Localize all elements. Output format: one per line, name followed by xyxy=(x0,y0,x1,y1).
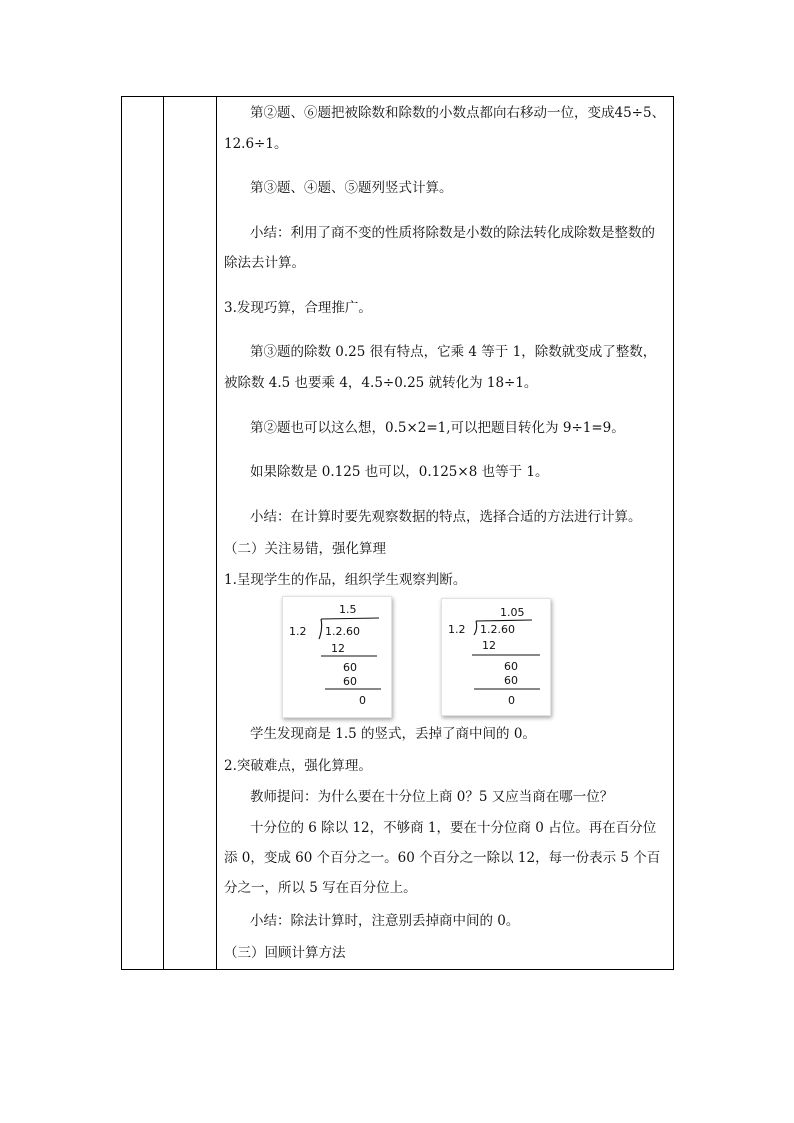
paragraph: 分之一，所以 5 写在百分位上。 xyxy=(224,880,417,896)
paragraph: 添 0，变成 60 个百分之一。60 个百分之一除以 12，每一份表示 5 个百 xyxy=(224,850,661,866)
summary: 小结：在计算时要先观察数据的特点，选择合适的方法进行计算。 xyxy=(250,509,642,525)
step-text: 12 xyxy=(331,642,345,655)
quotient-text: 1.5 xyxy=(339,603,357,616)
student-work-image-right xyxy=(441,598,551,716)
paragraph: 第②题、⑥题把被除数和除数的小数点都向右移动一位，变成45÷5、 xyxy=(250,105,666,121)
paragraph: 第②题也可以这么想，0.5×2=1,可以把题目转化为 9÷1=9。 xyxy=(250,420,625,436)
teacher-question: 教师提问：为什么要在十分位上商 0？5 又应当商在哪一位？ xyxy=(250,789,614,805)
remainder-text: 0 xyxy=(508,694,515,707)
column-divider-1 xyxy=(163,97,164,969)
summary: 小结：除法计算时，注意别丢掉商中间的 0。 xyxy=(250,913,520,929)
section-heading: 1.呈现学生的作品，组织学生观察判断。 xyxy=(224,572,467,588)
divisor-text: 1.2 xyxy=(289,625,307,638)
dividend-text: 1.2.60 xyxy=(325,625,360,638)
paragraph: 如果除数是 0.125 也可以，0.125×8 也等于 1。 xyxy=(250,464,549,480)
paragraph: 第③题的除数 0.25 很有特点，它乘 4 等于 1，除数就变成了整数， xyxy=(250,344,657,360)
step-text: 12 xyxy=(482,639,496,652)
section-heading: （二）关注易错，强化算理 xyxy=(224,541,386,557)
paragraph: 第③题、④题、⑤题列竖式计算。 xyxy=(250,180,453,196)
section-heading: 2.突破难点，强化算理。 xyxy=(224,758,372,774)
summary: 小结：利用了商不变的性质将除数是小数的除法转化成除数是整数的 xyxy=(250,225,655,241)
remainder-text: 0 xyxy=(359,694,366,707)
paragraph: 12.6÷1。 xyxy=(224,136,288,152)
dividend-text: 1.2.60 xyxy=(480,623,515,636)
section-heading: 3.发现巧算，合理推广。 xyxy=(224,300,372,316)
paragraph: 学生发现商是 1.5 的竖式，丢掉了商中间的 0。 xyxy=(250,726,536,742)
paragraph: 十分位的 6 除以 12，不够商 1，要在十分位商 0 占位。再在百分位 xyxy=(250,820,657,836)
summary: 除法去计算。 xyxy=(224,255,305,271)
student-work-image-left xyxy=(282,596,392,718)
paragraph: 被除数 4.5 也要乘 4，4.5÷0.25 就转化为 18÷1。 xyxy=(224,375,538,391)
section-heading: （三）回顾计算方法 xyxy=(224,945,346,961)
divisor-text: 1.2 xyxy=(448,623,466,636)
quotient-text: 1.05 xyxy=(500,606,525,619)
column-divider-2 xyxy=(216,97,217,969)
step-text: 60 xyxy=(343,661,357,674)
step-text: 60 xyxy=(504,674,518,687)
step-text: 60 xyxy=(504,660,518,673)
step-text: 60 xyxy=(343,675,357,688)
